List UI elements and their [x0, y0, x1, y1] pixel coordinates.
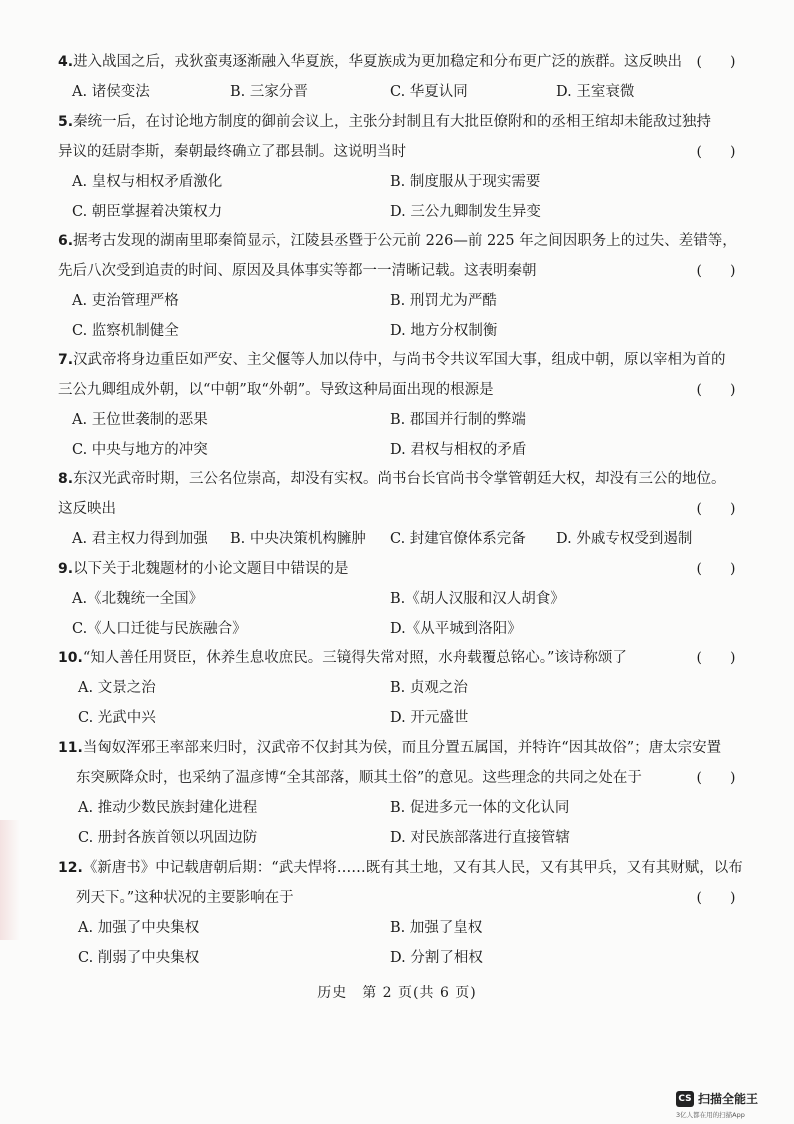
scanner-app-name: 扫描全能王 [698, 1092, 759, 1106]
question-stem-line: 4.进入战国之后，戎狄蛮夷逐渐融入华夏族，华夏族成为更加稳定和分布更广泛的族群。这反映出 ( ) [58, 47, 738, 77]
options-row [58, 286, 738, 316]
answer-bracket: ( ) [696, 650, 736, 666]
option-a: A. 加强了中央集权 [78, 920, 200, 936]
question-11 [58, 733, 738, 853]
option-a: A. 吏治管理严格 [72, 293, 179, 309]
option-d: D. 王室衰微 [556, 84, 635, 100]
scanner-tagline: 3亿人都在用的扫描App [676, 1111, 745, 1119]
options-row [58, 673, 738, 703]
question-12 [58, 853, 743, 973]
question-stem-line: 三公九卿组成外朝，以“中朝”取“外朝”。导致这种局面出现的根源是 ( ) [58, 375, 738, 405]
page-footer: 历史 第 2 页(共 6 页) [317, 985, 477, 1001]
option-d: D. 分割了相权 [390, 950, 483, 966]
question-stem-line: 9.以下关于北魏题材的小论文题目中错误的是 ( ) [58, 554, 738, 584]
option-b: B. 郡国并行制的弊端 [390, 412, 526, 428]
question-number: 10. [58, 650, 83, 666]
options-row [58, 703, 738, 733]
question-stem-line: 6.据考古发现的湖南里耶秦简显示，江陵县丞暨于公元前 226—前 225 年之间因职务上的过失、差错等， [58, 233, 737, 249]
option-c: C. 华夏认同 [390, 84, 468, 100]
question-stem-line: 列天下。”这种状况的主要影响在于 ( ) [58, 883, 738, 913]
question-stem-line: 5.秦统一后，在讨论地方制度的御前会议上，主张分封制且有大批臣僚附和的丞相王绾却未能敌过独持 [58, 114, 712, 130]
question-stem-line: 异议的廷尉李斯，秦朝最终确立了郡县制。这说明当时 ( ) [58, 137, 738, 167]
option-d: D. 三公九卿制发生异变 [390, 204, 541, 220]
options-row [58, 793, 738, 823]
options-row [58, 943, 738, 973]
question-stem-line: 7.汉武帝将身边重臣如严安、主父偃等人加以侍中，与尚书令共议军国大事，组成中朝，原以宰相为首的 [58, 352, 726, 368]
answer-bracket: ( ) [696, 382, 736, 398]
question-number: 8. [58, 471, 74, 487]
question-5 [58, 107, 738, 227]
answer-bracket: ( ) [696, 263, 736, 279]
answer-bracket: ( ) [696, 561, 736, 577]
option-b: B. 三家分晋 [230, 84, 308, 100]
option-a: A. 王位世袭制的恶果 [72, 412, 208, 428]
option-b: B. 贞观之治 [390, 680, 468, 696]
question-stem-line: 这反映出 ( ) [58, 494, 738, 524]
option-d: D. 对民族部落进行直接管辖 [390, 830, 570, 846]
question-10 [58, 643, 738, 733]
options-row [58, 77, 738, 107]
option-d: D. 外戚专权受到遏制 [556, 531, 693, 547]
answer-bracket: ( ) [696, 770, 736, 786]
question-stem-line: 10.“知人善任用贤臣，休养生息收庶民。三镜得失常对照，水舟载覆总铭心。”该诗称颂了 ( ) [58, 643, 738, 673]
option-b: B. 中央决策机构臃肿 [230, 531, 366, 547]
paper-stain [0, 820, 20, 940]
options-row [58, 435, 738, 465]
option-c: C. 削弱了中央集权 [78, 950, 200, 966]
question-number: 6. [58, 233, 74, 249]
option-a: A. 文景之治 [78, 680, 156, 696]
option-c: C. 册封各族首领以巩固边防 [78, 830, 258, 846]
answer-bracket: ( ) [696, 54, 736, 70]
question-number: 4. [58, 54, 74, 70]
options-row [58, 197, 738, 227]
option-a: A.《北魏统一全国》 [72, 591, 204, 607]
question-stem-line: 8.东汉光武帝时期，三公名位崇高，却没有实权。尚书台长官尚书令掌管朝廷大权，却没有三公的地位。 [58, 471, 726, 487]
option-b: B. 刑罚尤为严酷 [390, 293, 497, 309]
option-c: C. 中央与地方的冲突 [72, 442, 208, 458]
option-b: B. 制度服从于现实需要 [390, 174, 541, 190]
options-row [58, 913, 738, 943]
answer-bracket: ( ) [696, 144, 736, 160]
scanner-watermark [676, 1090, 758, 1107]
option-d: D. 开元盛世 [390, 710, 469, 726]
answer-bracket: ( ) [696, 890, 736, 906]
option-c: C. 朝臣掌握着决策权力 [72, 204, 223, 220]
options-row [58, 316, 738, 346]
option-a: A. 推动少数民族封建化进程 [78, 800, 258, 816]
option-a: A. 皇权与相权矛盾激化 [72, 174, 223, 190]
option-b: B. 加强了皇权 [390, 920, 483, 936]
option-c: C. 封建官僚体系完备 [390, 531, 526, 547]
question-number: 12. [58, 860, 83, 876]
question-stem-line: 12.《新唐书》中记载唐朝后期：“武夫悍将……既有其土地，又有其人民，又有其甲兵，又有其财赋，以布 [58, 860, 743, 876]
option-c: C. 光武中兴 [78, 710, 156, 726]
question-number: 5. [58, 114, 74, 130]
option-b: B. 促进多元一体的文化认同 [390, 800, 570, 816]
question-6 [58, 226, 738, 346]
question-number: 7. [58, 352, 74, 368]
options-row [58, 584, 738, 614]
question-stem-line: 先后八次受到追责的时间、原因及具体事实等都一一清晰记载。这表明秦朝 ( ) [58, 256, 738, 286]
option-d: D. 君权与相权的矛盾 [390, 442, 527, 458]
option-c: C.《人口迁徙与民族融合》 [72, 621, 247, 637]
option-a: A. 诸侯变法 [72, 84, 150, 100]
options-row [58, 167, 738, 197]
question-7 [58, 345, 738, 465]
options-row [58, 405, 738, 435]
option-d: D. 地方分权制衡 [390, 323, 498, 339]
options-row [58, 614, 738, 644]
question-8 [58, 464, 738, 554]
answer-bracket: ( ) [696, 501, 736, 517]
option-c: C. 监察机制健全 [72, 323, 179, 339]
question-9 [58, 554, 738, 644]
option-d: D.《从平城到洛阳》 [390, 621, 522, 637]
question-number: 11. [58, 740, 83, 756]
question-4 [58, 47, 738, 107]
option-a: A. 君主权力得到加强 [72, 531, 208, 547]
options-row [58, 823, 738, 853]
camscanner-logo-icon: CS [676, 1091, 694, 1107]
question-number: 9. [58, 561, 74, 577]
question-stem-line: 11.当匈奴浑邪王率部来归时，汉武帝不仅封其为侯，而且分置五属国，并特许“因其故俗”；唐太宗安置 [58, 740, 722, 756]
question-stem-line: 东突厥降众时，也采纳了温彦博“全其部落，顺其土俗”的意见。这些理念的共同之处在于 ( ) [58, 763, 738, 793]
option-b: B.《胡人汉服和汉人胡食》 [390, 591, 565, 607]
options-row [58, 524, 738, 554]
